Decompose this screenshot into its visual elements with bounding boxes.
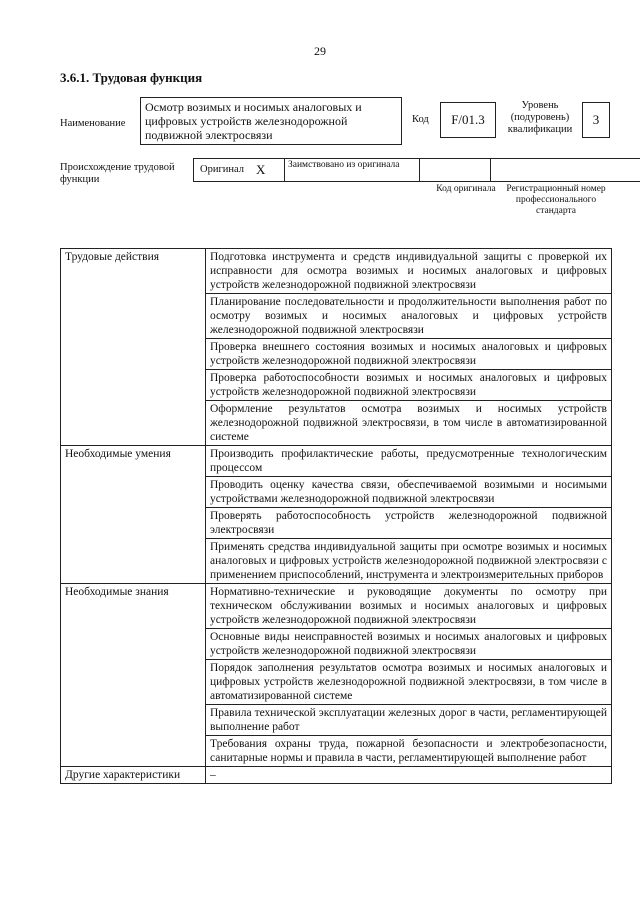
origin-row	[194, 158, 640, 182]
item-cell: Производить профилактические работы, предусмотренные технологическим процессом	[206, 446, 612, 477]
table-row	[61, 767, 612, 784]
name-value: Осмотр возимых и носимых аналоговых и цифровых устройств железнодорожной подвижной электросвязи	[140, 97, 402, 145]
code-orig-cell	[419, 158, 491, 182]
level-value: 3	[582, 102, 610, 138]
category-cell: Необходимые знания	[61, 584, 206, 767]
table-row	[61, 584, 612, 629]
code-value: F/01.3	[440, 102, 496, 138]
code-label: Код	[412, 114, 429, 125]
item-cell: Нормативно-технические и руководящие документы по осмотру при техническом обслуживании возимых и носимых аналоговых и цифровых устройств железнодорожной подвижной электросвязи	[206, 584, 612, 629]
original-label: Оригинал	[200, 164, 244, 175]
reg-number-cell	[490, 158, 640, 182]
item-cell: Порядок заполнения результатов осмотра возимых и носимых аналоговых и цифровых устройств железнодорожной подвижной электросвязи, в том числе в автоматизированной системе	[206, 660, 612, 705]
item-cell: Проверка работоспособности возимых и носимых аналоговых и цифровых устройств железнодорожной подвижной электросвязи	[206, 370, 612, 401]
item-cell: Проверка внешнего состояния возимых и носимых аналоговых и цифровых устройств железнодорожной подвижной электросвязи	[206, 339, 612, 370]
reg-number-label: Регистрационный номер профессионального стандарта	[506, 184, 606, 216]
item-cell: Планирование последовательности и продолжительности выполнения работ по осмотру возимых и носимых аналоговых и цифровых устройств железнодорожной подвижной электросвязи	[206, 294, 612, 339]
section-title: 3.6.1. Трудовая функция	[60, 70, 203, 85]
page-number: 29	[314, 44, 326, 58]
item-cell: Оформление результатов осмотра возимых и носимых устройств железнодорожной подвижной электросвязи, в том числе в автоматизированной системе	[206, 401, 612, 446]
item-cell: Правила технической эксплуатации железных дорог в части, регламентирующей выполнение работ	[206, 705, 612, 736]
item-cell: Основные виды неисправностей возимых и носимых аналоговых и цифровых устройств железнодорожной подвижной электросвязи	[206, 629, 612, 660]
category-cell: Другие характеристики	[61, 767, 206, 784]
category-cell: Трудовые действия	[61, 249, 206, 446]
level-label: Уровень (подуровень) квалификации	[507, 100, 573, 135]
category-cell: Необходимые умения	[61, 446, 206, 584]
item-cell: Подготовка инструмента и средств индивидуальной защиты с проверкой их исправности для осмотра возимых и носимых аналоговых и цифровых устройств железнодорожной подвижной электросвязи	[206, 249, 612, 294]
item-cell: Проверять работоспособность устройств железнодорожной подвижной электросвязи	[206, 508, 612, 539]
item-cell: –	[206, 767, 612, 784]
item-cell: Применять средства индивидуальной защиты при осмотре возимых и носимых аналоговых и цифровых устройств железнодорожной подвижной электросвязи с применением приспособлений, инструмента и электроизмерительных приборов	[206, 539, 612, 584]
name-label: Наименование	[60, 118, 126, 129]
original-cell	[193, 158, 285, 182]
labor-function-table	[60, 248, 612, 784]
original-mark: X	[256, 162, 266, 177]
item-cell: Требования охраны труда, пожарной безопасности и электробезопасности, санитарные нормы и правила в части, регламентирующей выполнение работ	[206, 736, 612, 767]
table-row	[61, 249, 612, 294]
table-row	[61, 446, 612, 477]
item-cell: Проводить оценку качества связи, обеспечиваемой возимыми и носимыми устройствами железнодорожной подвижной электросвязи	[206, 477, 612, 508]
code-orig-label: Код оригинала	[436, 184, 496, 194]
borrowed-cell: Заимствовано из оригинала	[284, 158, 420, 182]
origin-label: Происхождение трудовой функции	[60, 162, 175, 185]
